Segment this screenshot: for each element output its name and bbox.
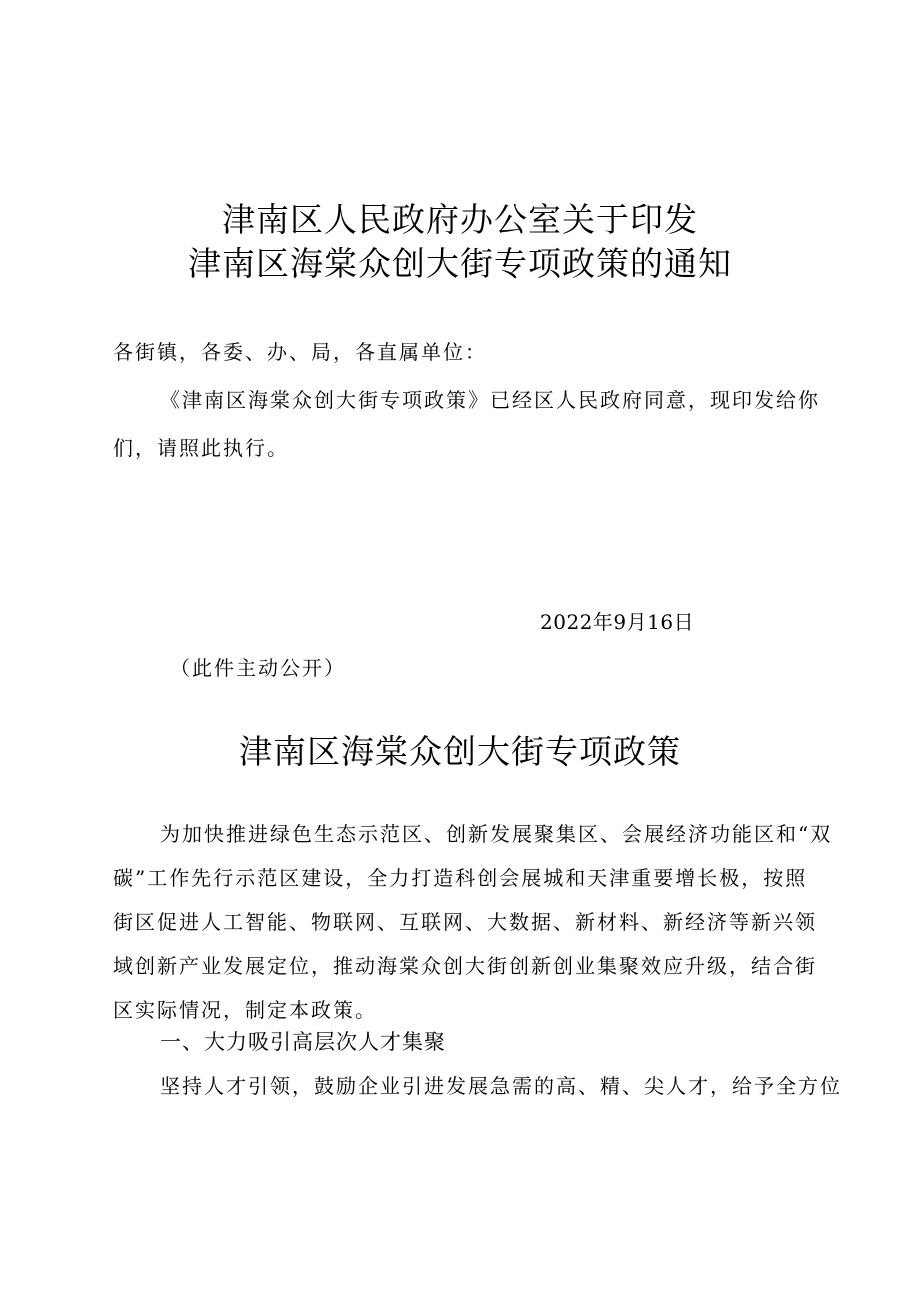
notice-body-line-2: 们，请照此执行。: [113, 436, 289, 460]
public-note: （此件主动公开）: [170, 656, 346, 680]
policy-title: 津南区海棠众创大街专项政策: [239, 732, 681, 771]
policy-intro-line-4: 域创新产业发展定位，推动海棠众创大街创新创业集聚效应升级，结合街: [113, 954, 817, 978]
notice-body-line-1: 《津南区海棠众创大街专项政策》已经区人民政府同意，现印发给你: [160, 388, 820, 412]
policy-intro-line-5: 区实际情况，制定本政策。: [113, 998, 377, 1022]
notice-title-line-2: 津南区海棠众创大街专项政策的通知: [188, 244, 732, 283]
section-1-line-1: 坚持人才引领，鼓励企业引进发展急需的高、精、尖人才，给予全方位: [160, 1074, 842, 1098]
section-1-heading: 一、大力吸引高层次人才集聚: [160, 1030, 446, 1054]
policy-intro-line-3: 街区促进人工智能、物联网、互联网、大数据、新材料、新经济等新兴领: [113, 910, 817, 934]
notice-title-line-1: 津南区人民政府办公室关于印发: [222, 200, 698, 239]
policy-intro-line-1: 为加快推进绿色生态示范区、创新发展聚集区、会展经济功能区和“双: [160, 822, 833, 846]
issue-date: 2022年9月16日: [540, 610, 695, 634]
policy-intro-line-2: 碳”工作先行示范区建设，全力打造科创会展城和天津重要增长极，按照: [113, 866, 808, 890]
salutation: 各街镇，各委、办、局，各直属单位：: [113, 340, 487, 364]
